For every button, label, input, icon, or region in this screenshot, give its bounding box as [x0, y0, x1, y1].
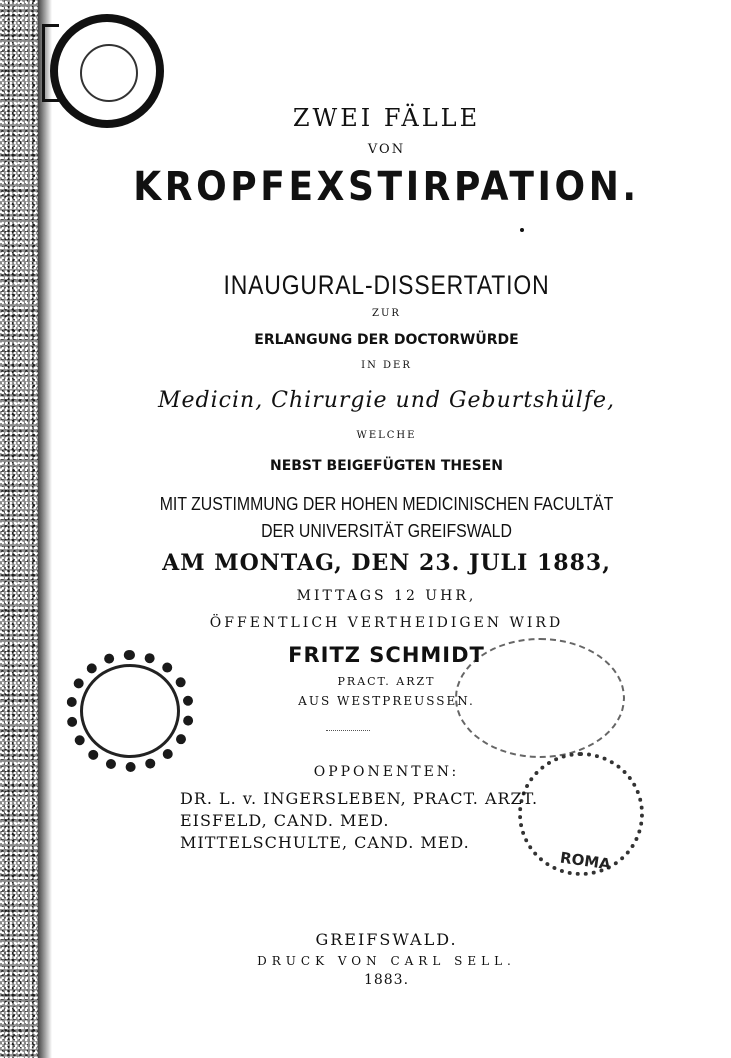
roma-stamp-text: ROMA — [558, 848, 612, 874]
nebst-text: NEBST BEIGEFÜGTEN THESEN — [269, 458, 504, 474]
page-title: KROPFEXSTIRPATION. — [133, 164, 640, 210]
academy-seal-stamp — [66, 650, 194, 772]
welche-text: WELCHE — [356, 430, 417, 441]
in-der-text: IN DER — [361, 360, 412, 371]
printer-text: DRUCK VON CARL SELL. — [257, 954, 516, 968]
zur-text: ZUR — [372, 308, 401, 319]
title-von: VON — [367, 142, 406, 157]
author-origin: AUS WESTPREUSSEN. — [298, 694, 475, 708]
title-line-1: ZWEI FÄLLE — [292, 104, 481, 132]
opponent-3: MITTELSCHULTE, CAND. MED. — [180, 833, 470, 852]
author-name: FRITZ SCHMIDT — [288, 643, 485, 667]
place-text: GREIFSWALD. — [315, 930, 458, 949]
dissertation-label: INAUGURAL-DISSERTATION — [223, 270, 550, 300]
scanned-page-edge — [0, 0, 42, 1058]
opponent-1: DR. L. v. INGERSLEBEN, PRACT. ARZT. — [180, 789, 539, 808]
author-title: PRACT. ARZT — [337, 675, 436, 688]
year-text: 1883. — [363, 972, 410, 988]
ink-dot — [520, 228, 524, 232]
universitaet-text: DER UNIVERSITÄT GREIFSWALD — [261, 521, 512, 541]
fields-text: Medicin, Chirurgie und Geburtshülfe, — [158, 388, 615, 413]
time-text: MITTAGS 12 UHR, — [296, 588, 477, 604]
zustimmung-text: MIT ZUSTIMMUNG DER HOHEN MEDICINISCHEN FACULTÄT — [159, 494, 614, 514]
erlangung-text: ERLANGUNG DER DOCTORWÜRDE — [254, 332, 519, 348]
opponenten-label: OPPONENTEN: — [313, 764, 460, 780]
verteidigen-text: ÖFFENTLICH VERTHEIDIGEN WIRD — [209, 615, 564, 631]
opponent-2: EISFELD, CAND. MED. — [180, 811, 390, 830]
date-text: AM MONTAG, DEN 23. JULI 1883, — [162, 550, 611, 576]
seal-inner-ring — [80, 44, 138, 102]
divider-rule — [326, 730, 370, 731]
opponents-list — [180, 788, 538, 854]
